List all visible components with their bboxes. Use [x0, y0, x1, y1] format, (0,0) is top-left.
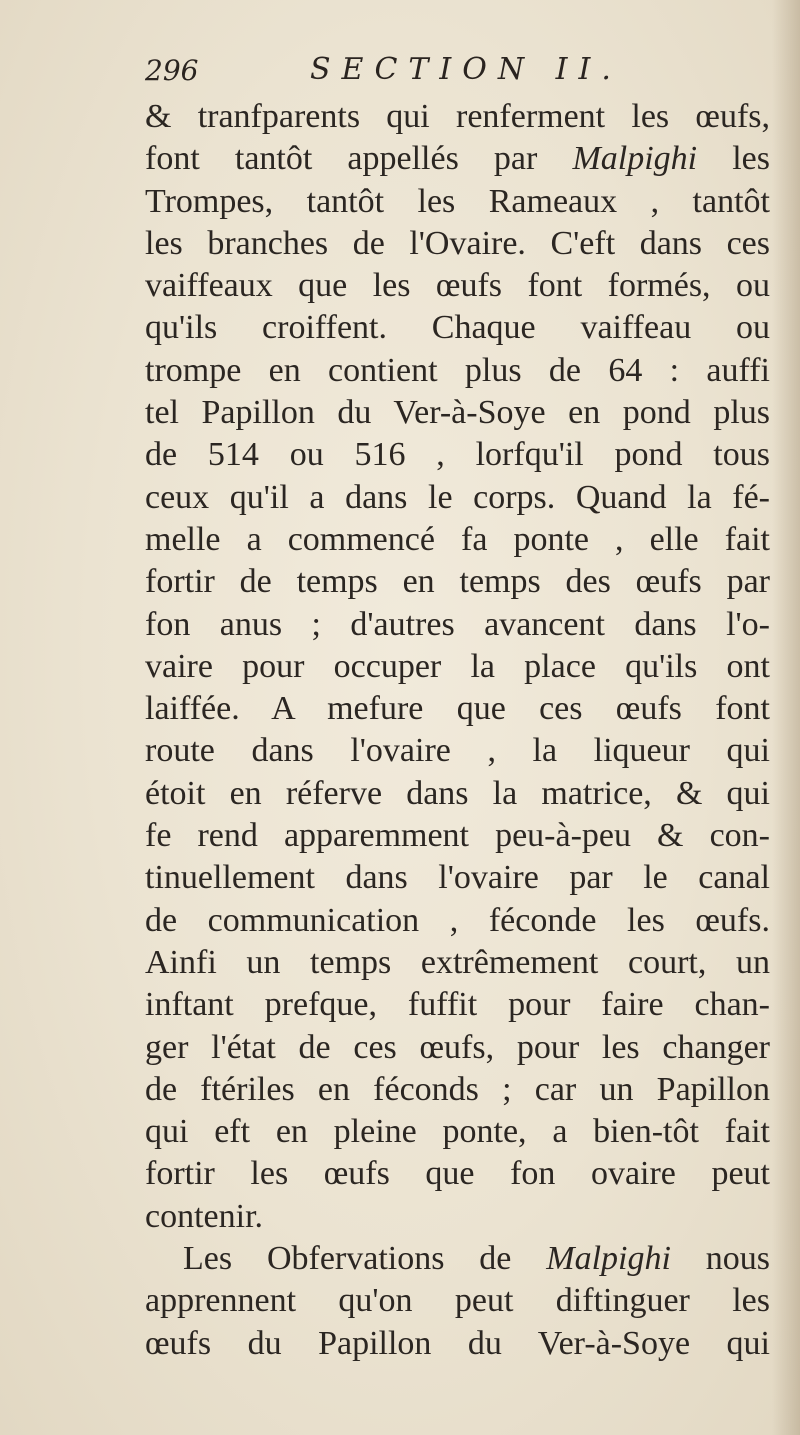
text-line [145, 1323, 770, 1365]
page-edge-shadow [772, 0, 800, 1435]
text-line [145, 477, 770, 519]
text-line [145, 773, 770, 815]
text-line [145, 900, 770, 942]
text-run: vaiffeaux que les œufs font formés, ou [145, 267, 770, 305]
text-line [145, 307, 770, 349]
text-run: fortir les œufs que fon ovaire peut [145, 1155, 770, 1193]
text-line [145, 561, 770, 603]
text-line [145, 265, 770, 307]
text-line [145, 984, 770, 1026]
text-run: de 514 ou 516 , lorfqu'il pond tous [145, 436, 770, 474]
text-run: melle a commencé fa ponte , elle fait [145, 520, 770, 558]
italic-name: Malpighi [572, 140, 698, 178]
text-run: Ainfi un temps extrêmement court, un [145, 943, 770, 981]
text-line [145, 138, 770, 180]
text-run: de communication , féconde les œufs. [145, 901, 770, 939]
text-run: tel Papillon du Ver-à-Soye en pond plus [145, 394, 770, 432]
text-run: laiffée. A mefure que ces œufs font [145, 690, 770, 728]
body-text [145, 96, 770, 1365]
text-run: Les Obfervations de [183, 1240, 547, 1278]
text-line [145, 1196, 770, 1238]
text-line [145, 434, 770, 476]
text-run: inftant prefque, fuffit pour faire chan- [145, 986, 770, 1024]
text-run: les branches de l'Ovaire. C'eft dans ces [145, 224, 770, 262]
text-run: tinuellement dans l'ovaire par le canal [145, 859, 770, 897]
text-run: de ftériles en féconds ; car un Papillon [145, 1070, 770, 1108]
text-run: les [697, 140, 770, 178]
text-line [145, 181, 770, 223]
text-line [145, 96, 770, 138]
text-run: étoit en réferve dans la matrice, & qui [145, 774, 770, 812]
text-line [145, 223, 770, 265]
text-line [145, 1238, 770, 1280]
text-run: contenir. [145, 1197, 264, 1235]
text-line [145, 942, 770, 984]
text-run: apprennent qu'on peut diftinguer les [145, 1282, 770, 1320]
text-run: trompe en contient plus de 64 : auffi [145, 351, 770, 389]
text-run: qu'ils croiffent. Chaque vaiffeau ou [145, 309, 770, 347]
text-line [145, 1027, 770, 1069]
text-line [145, 815, 770, 857]
text-run: & tranfparents qui renferment les œufs, [145, 98, 770, 135]
text-line [145, 1153, 770, 1195]
text-line [145, 350, 770, 392]
italic-name: Malpighi [546, 1240, 671, 1278]
text-run: ger l'état de ces œufs, pour les changer [145, 1028, 770, 1066]
text-run: fe rend apparemment peu-à-peu & con- [145, 817, 770, 855]
text-line [145, 1111, 770, 1153]
running-header [145, 52, 765, 102]
text-run: fortir de temps en temps des œufs par [145, 563, 770, 601]
text-line [145, 646, 770, 688]
text-line [145, 392, 770, 434]
text-line [145, 604, 770, 646]
page-number: 296 [145, 54, 199, 87]
section-title: SECTION II. [310, 52, 622, 87]
text-line [145, 688, 770, 730]
text-line [145, 1280, 770, 1322]
text-run: vaire pour occuper la place qu'ils ont [145, 647, 770, 685]
text-run: qui eft en pleine ponte, a bien-tôt fait [145, 1113, 770, 1151]
text-run: fon anus ; d'autres avancent dans l'o- [145, 605, 770, 643]
text-run: Trompes, tantôt les Rameaux , tantôt [145, 182, 770, 220]
text-line [145, 1069, 770, 1111]
text-line [145, 857, 770, 899]
text-run: ceux qu'il a dans le corps. Quand la fé- [145, 478, 770, 516]
text-line [145, 730, 770, 772]
text-run: route dans l'ovaire , la liqueur qui [145, 732, 770, 770]
text-line [145, 519, 770, 561]
text-run: nous [670, 1240, 771, 1278]
text-run: œufs du Papillon du Ver-à-Soye qui [145, 1324, 770, 1362]
text-run: font tantôt appellés par [145, 140, 573, 178]
